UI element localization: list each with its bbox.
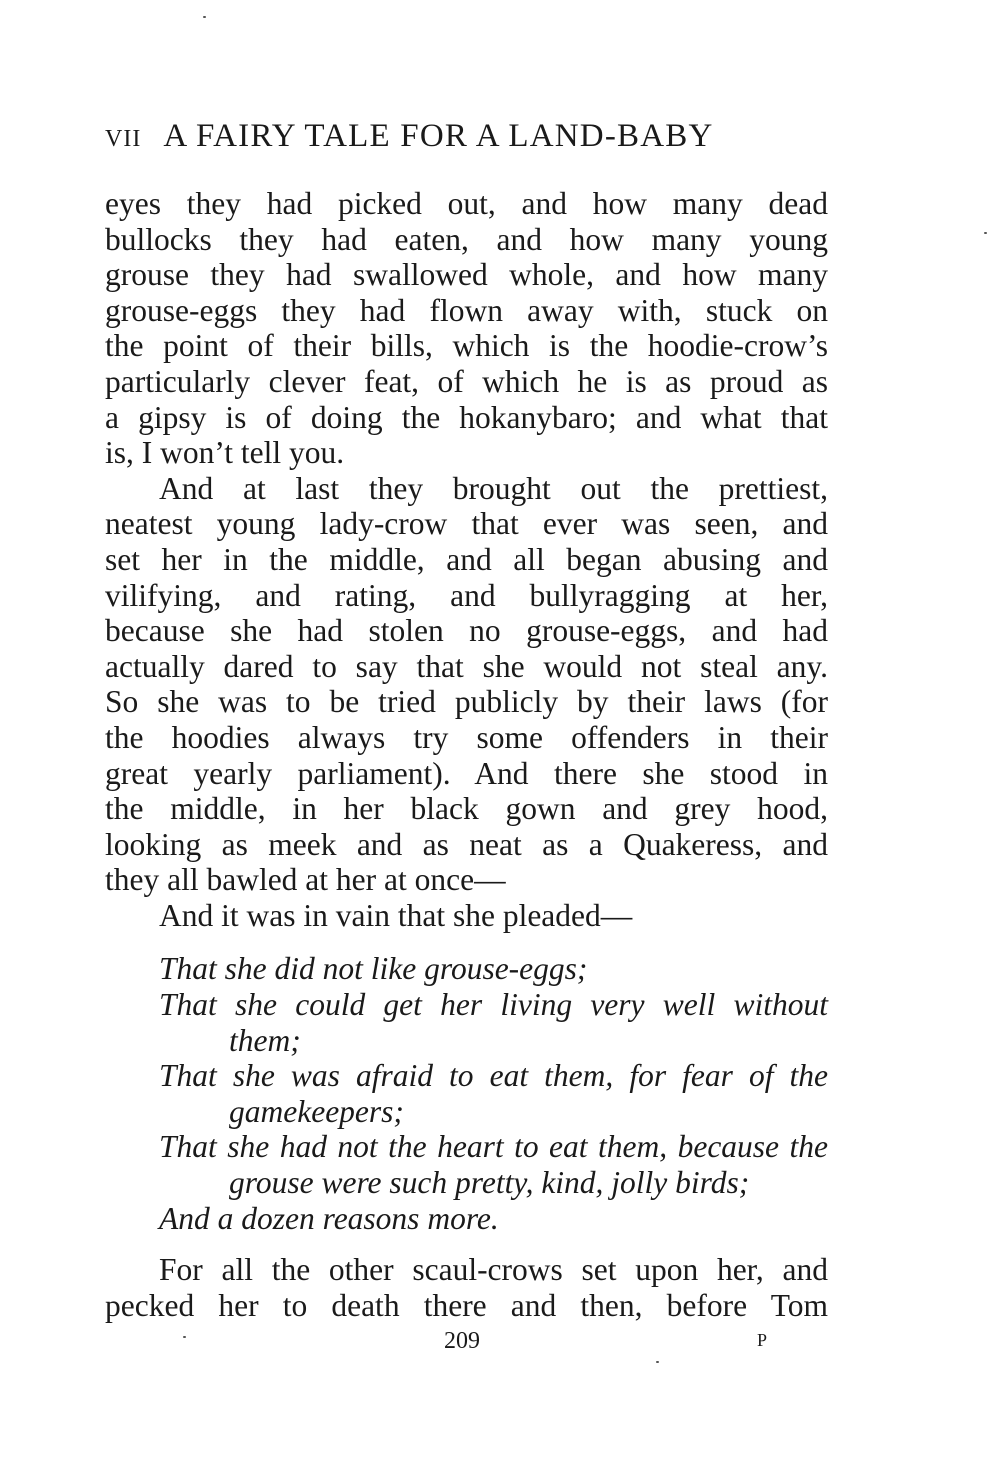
text-line: For all the other scaul-crows set upon her, and <box>159 1252 828 1288</box>
verse-line: That she was afraid to eat them, for fear of the <box>159 1058 828 1094</box>
running-head <box>105 118 828 168</box>
chapter-number: VII <box>105 126 142 152</box>
text-line: is, I won’t tell you. <box>105 435 345 471</box>
text-line: bullocks they had eaten, and how many young <box>105 221 828 257</box>
verse-continuation: gamekeepers; <box>229 1093 404 1129</box>
text-line: pecked her to death there and then, before Tom <box>105 1287 828 1323</box>
text-line: looking as meek and as neat as a Quakeress, and <box>105 826 828 862</box>
text-line: And it was in vain that she pleaded— <box>159 897 633 933</box>
text-line: set her in the middle, and all began abusing and <box>105 541 828 577</box>
verse-continuation: them; <box>229 1022 301 1058</box>
text-line: eyes they had picked out, and how many dead <box>105 186 828 221</box>
text-line: grouse-eggs they had flown away with, stuck on <box>105 292 828 328</box>
text-line: So she was to be tried publicly by their laws (for <box>105 684 828 720</box>
paragraph <box>105 898 828 934</box>
page-footer <box>0 1328 1000 1358</box>
text-line: great yearly parliament). And there she stood in <box>105 755 828 791</box>
signature-mark: P <box>757 1330 768 1350</box>
running-title: A FAIRY TALE FOR A LAND-BABY <box>163 118 714 154</box>
ink-speck <box>203 16 206 18</box>
verse-line: That she did not like grouse-eggs; <box>159 951 588 987</box>
text-line: neatest young lady-crow that ever was seen, and <box>105 506 828 542</box>
verse-list <box>105 951 828 1236</box>
book-page <box>105 118 828 1323</box>
text-line: a gipsy is of doing the hokanybaro; and what that <box>105 399 828 435</box>
ink-speck <box>183 1336 186 1338</box>
page-number: 209 <box>444 1328 480 1354</box>
text-line: because she had stolen no grouse-eggs, and had <box>105 613 828 649</box>
paragraph <box>105 1252 828 1323</box>
verse-line: That she could get her living very well without <box>159 987 828 1023</box>
text-line: the point of their bills, which is the hoodie-crow’s <box>105 328 828 364</box>
verse-line: That she had not the heart to eat them, because the <box>159 1129 828 1165</box>
text-line: grouse they had swallowed whole, and how many <box>105 257 828 293</box>
verse-continuation: grouse were such pretty, kind, jolly birds; <box>229 1165 750 1201</box>
text-line: the middle, in her black gown and grey hood, <box>105 791 828 827</box>
body-text <box>105 186 828 1323</box>
verse-line: And a dozen reasons more. <box>159 1200 499 1236</box>
ink-speck <box>656 1361 659 1363</box>
ink-speck <box>984 232 987 234</box>
paragraph <box>105 471 828 898</box>
text-line: actually dared to say that she would not steal any. <box>105 648 828 684</box>
text-line: they all bawled at her at once— <box>105 862 506 898</box>
text-line: vilifying, and rating, and bullyragging at her, <box>105 577 828 613</box>
text-line: the hoodies always try some offenders in their <box>105 719 828 755</box>
text-line: And at last they brought out the prettiest, <box>159 470 828 506</box>
paragraph <box>105 186 828 471</box>
text-line: particularly clever feat, of which he is as proud as <box>105 363 828 399</box>
